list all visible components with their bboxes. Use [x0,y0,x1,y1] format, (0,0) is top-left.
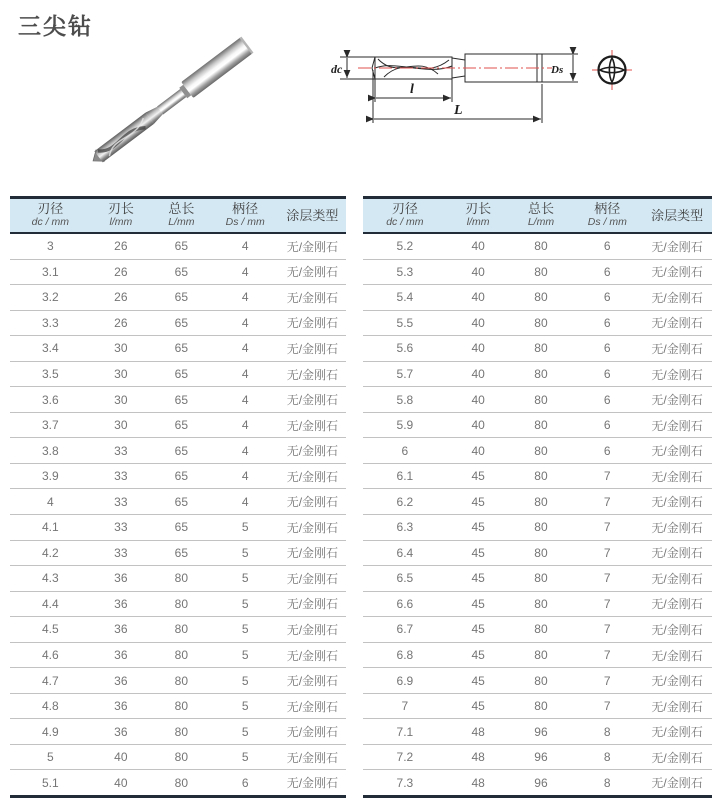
cell-l: 33 [91,540,151,566]
cell-coating: 无/金刚石 [642,591,712,617]
cell-L: 65 [151,285,211,311]
cell-dc: 3.9 [10,463,91,489]
cell-dc: 6.5 [363,566,447,592]
cell-l: 40 [447,310,510,336]
cell-L: 80 [151,693,211,719]
cell-L: 96 [510,770,573,797]
cell-coating: 无/金刚石 [642,642,712,668]
cell-coating: 无/金刚石 [279,489,346,515]
cell-coating: 无/金刚石 [642,540,712,566]
cell-L: 80 [510,489,573,515]
column-header: 总长 L/mm [510,198,573,234]
cell-dc: 6.3 [363,515,447,541]
cell-coating: 无/金刚石 [286,239,339,254]
cell-L: 80 [510,285,573,311]
table-row [10,566,346,592]
cell-l: 45 [447,591,510,617]
cell-dc: 4.3 [10,566,91,592]
cell-coating: 无/金刚石 [642,668,712,694]
cell-L: 80 [151,770,211,797]
cell-dc: 6.7 [363,617,447,643]
cell-l: 48 [447,744,510,770]
cell-l: 40 [447,259,510,285]
cell-l: 40 [447,412,510,438]
cell-L: 80 [151,668,211,694]
cell-Ds: 7 [572,489,642,515]
cell-l: 30 [91,387,151,413]
table-row [10,387,346,413]
cell-L: 65 [151,412,211,438]
cell-L: 80 [510,668,573,694]
cell-dc: 5.7 [363,361,447,387]
cell-Ds: 4 [212,361,279,387]
cell-l: 40 [447,387,510,413]
table-row [10,463,346,489]
cell-L: 80 [510,387,573,413]
cell-coating: 无/金刚石 [279,668,346,694]
label-l: l [410,82,414,97]
cell-l: 33 [91,463,151,489]
cell-l: 40 [91,744,151,770]
cell-dc: 5.8 [363,387,447,413]
cell-dc: 4.8 [10,693,91,719]
table-row [363,233,712,259]
table-row [10,540,346,566]
cell-coating: 无/金刚石 [642,310,712,336]
cell-coating: 无/金刚石 [279,566,346,592]
cell-l: 40 [91,770,151,797]
cell-dc: 6 [363,438,447,464]
cell-dc: 5.5 [363,310,447,336]
header-row [363,198,712,234]
cell-L: 80 [510,566,573,592]
cell-l: 33 [91,515,151,541]
cell-coating: 无/金刚石 [642,770,712,797]
cell-L: 80 [510,642,573,668]
cell-coating: 无/金刚石 [642,489,712,515]
cell-coating: 无/金刚石 [279,336,346,362]
cell-l: 30 [91,412,151,438]
cell-dc: 5.9 [363,412,447,438]
cell-L: 80 [510,463,573,489]
page-title: 三尖钻 [18,13,93,39]
column-header: 刃径 dc / mm [10,198,91,234]
cell-coating: 无/金刚石 [279,285,346,311]
cell-l: 26 [91,259,151,285]
cell-Ds: 8 [572,744,642,770]
spec-table-right [363,196,712,798]
table-row [10,233,346,259]
table-row [10,412,346,438]
cell-coating: 无/金刚石 [642,361,712,387]
cell-coating: 无/金刚石 [279,617,346,643]
cell-l: 26 [91,310,151,336]
cell-l: 40 [447,438,510,464]
cell-l: 26 [114,239,128,254]
cell-L: 65 [151,515,211,541]
cell-Ds: 4 [212,336,279,362]
cell-dc: 4 [10,489,91,515]
cell-L: 80 [510,412,573,438]
cell-Ds: 5 [212,693,279,719]
table-row [363,515,712,541]
cell-dc: 3.6 [10,387,91,413]
table-row [10,693,346,719]
cell-Ds: 4 [212,259,279,285]
cell-coating: 无/金刚石 [642,617,712,643]
cell-L: 65 [151,259,211,285]
label-Ds: Ds [551,64,564,76]
cell-dc: 7.1 [363,719,447,745]
cell-L: 65 [151,540,211,566]
column-header: 总长 L/mm [151,198,211,234]
cell-dc: 3.5 [10,361,91,387]
table-row [10,310,346,336]
cell-l: 48 [447,719,510,745]
cell-L: 65 [151,310,211,336]
cell-L: 80 [151,566,211,592]
cell-Ds: 5 [212,515,279,541]
cell-L: 80 [510,336,573,362]
cell-coating: 无/金刚石 [279,719,346,745]
cell-coating: 无/金刚石 [651,239,703,254]
column-header: 柄径 Ds / mm [572,198,642,234]
drill-photo-image [68,28,278,183]
drill-photo [68,28,278,183]
cell-dc: 5.1 [10,770,91,797]
cell-dc: 5.2 [396,239,414,254]
cell-l: 26 [91,285,151,311]
cell-L: 80 [510,591,573,617]
table-row [363,387,712,413]
end-view-icon [592,50,632,90]
cell-dc: 4.9 [10,719,91,745]
cell-Ds: 8 [572,770,642,797]
cell-dc: 5 [10,744,91,770]
cell-l: 36 [91,668,151,694]
spec-table-left [10,196,346,798]
table-row [10,744,346,770]
cell-coating: 无/金刚石 [642,285,712,311]
table-row [10,489,346,515]
cell-dc: 6.1 [363,463,447,489]
table-row [10,642,346,668]
cell-Ds: 8 [572,719,642,745]
cell-L: 65 [151,489,211,515]
cell-dc: 3.4 [10,336,91,362]
cell-l: 45 [447,540,510,566]
cell-coating: 无/金刚石 [279,770,346,797]
cell-Ds: 5 [212,540,279,566]
cell-dc: 4.5 [10,617,91,643]
cell-Ds: 7 [572,515,642,541]
cell-Ds: 6 [572,361,642,387]
cell-Ds: 7 [572,693,642,719]
cell-Ds: 6 [572,259,642,285]
cell-l: 40 [447,361,510,387]
cell-Ds: 4 [212,387,279,413]
cell-coating: 无/金刚石 [642,566,712,592]
cell-Ds: 4 [212,489,279,515]
cell-Ds: 4 [212,463,279,489]
cell-Ds: 5 [212,719,279,745]
spec-tables [10,196,712,798]
table-row [363,259,712,285]
label-dc: dc [331,62,343,76]
cell-L: 80 [510,515,573,541]
cell-coating: 无/金刚石 [279,463,346,489]
column-header: 刃长 l/mm [447,198,510,234]
cell-l: 40 [471,239,485,254]
cell-Ds: 7 [572,668,642,694]
cell-Ds: 7 [572,463,642,489]
cell-l: 45 [447,642,510,668]
table-row [363,591,712,617]
cell-coating: 无/金刚石 [279,642,346,668]
cell-L: 80 [151,642,211,668]
cell-L: 80 [151,744,211,770]
column-header: 涂层类型 [279,198,346,234]
cell-L: 80 [510,361,573,387]
cell-Ds: 6 [572,387,642,413]
cell-Ds: 6 [603,239,611,254]
cell-l: 33 [91,489,151,515]
table-row [10,361,346,387]
cell-Ds: 6 [212,770,279,797]
cell-dc: 7 [363,693,447,719]
cell-Ds: 4 [212,412,279,438]
cell-dc: 6.6 [363,591,447,617]
cell-Ds: 6 [572,285,642,311]
cell-Ds: 4 [212,438,279,464]
cell-l: 45 [447,515,510,541]
cell-dc: 3.2 [10,285,91,311]
cell-Ds: 7 [572,540,642,566]
cell-dc: 4.4 [10,591,91,617]
table-row [363,412,712,438]
cell-dc: 4.7 [10,668,91,694]
table-row [363,361,712,387]
table-row [363,719,712,745]
drill-dimension-drawing [328,40,720,165]
cell-l: 36 [91,693,151,719]
cell-coating: 无/金刚石 [279,259,346,285]
table-row [10,591,346,617]
cell-coating: 无/金刚石 [279,540,346,566]
cell-L: 80 [510,617,573,643]
cell-coating: 无/金刚石 [642,744,712,770]
cell-dc: 5.4 [363,285,447,311]
cell-coating: 无/金刚石 [642,387,712,413]
column-header: 刃径 dc / mm [363,198,447,234]
cell-Ds: 7 [572,566,642,592]
cell-coating: 无/金刚石 [642,515,712,541]
cell-l: 40 [447,285,510,311]
cell-coating: 无/金刚石 [279,387,346,413]
cell-Ds: 5 [212,566,279,592]
cell-l: 36 [91,719,151,745]
cell-dc: 6.9 [363,668,447,694]
cell-l: 30 [91,361,151,387]
cell-l: 45 [447,463,510,489]
cell-L: 80 [510,259,573,285]
cell-Ds: 7 [572,617,642,643]
cell-coating: 无/金刚石 [279,693,346,719]
cell-coating: 无/金刚石 [642,259,712,285]
cell-L: 65 [151,336,211,362]
cell-dc: 6.2 [363,489,447,515]
table-row [10,668,346,694]
cell-coating: 无/金刚石 [279,515,346,541]
cell-dc: 6.4 [363,540,447,566]
cell-l: 36 [91,617,151,643]
cell-l: 33 [91,438,151,464]
cell-coating: 无/金刚石 [642,693,712,719]
cell-L: 80 [510,540,573,566]
cell-Ds: 6 [572,336,642,362]
cell-l: 36 [91,591,151,617]
table-row [363,336,712,362]
cell-Ds: 5 [212,642,279,668]
cell-L: 96 [510,719,573,745]
cell-coating: 无/金刚石 [279,310,346,336]
cell-l: 45 [447,668,510,694]
cell-coating: 无/金刚石 [279,412,346,438]
cell-L: 80 [534,239,548,254]
cell-dc: 4.6 [10,642,91,668]
cell-dc: 6.8 [363,642,447,668]
cell-dc: 5.3 [363,259,447,285]
cell-l: 45 [447,489,510,515]
cell-Ds: 6 [572,412,642,438]
cell-L: 65 [151,463,211,489]
cell-Ds: 4 [241,239,249,254]
cell-dc: 3.1 [10,259,91,285]
table-row [363,693,712,719]
cell-l: 30 [91,336,151,362]
cell-l: 45 [447,617,510,643]
cell-Ds: 7 [572,591,642,617]
cell-Ds: 5 [212,668,279,694]
cell-coating: 无/金刚石 [642,719,712,745]
cell-dc: 4.1 [10,515,91,541]
table-row [363,617,712,643]
dimension-diagram [328,40,720,165]
label-L: L [454,103,463,118]
cell-dc: 4.2 [10,540,91,566]
cell-coating: 无/金刚石 [642,463,712,489]
cell-l: 45 [447,566,510,592]
cell-Ds: 5 [212,617,279,643]
cell-coating: 无/金刚石 [279,438,346,464]
cell-coating: 无/金刚石 [279,361,346,387]
cell-l: 36 [91,642,151,668]
cell-dc: 3.7 [10,412,91,438]
table-row [363,310,712,336]
table-row [10,438,346,464]
cell-coating: 无/金刚石 [642,336,712,362]
table-row [363,489,712,515]
table-row [363,463,712,489]
table-row [10,259,346,285]
cell-L: 80 [151,719,211,745]
cell-Ds: 5 [212,591,279,617]
cell-coating: 无/金刚石 [642,412,712,438]
table-row [363,744,712,770]
column-header: 刃长 l/mm [91,198,151,234]
cell-L: 80 [510,310,573,336]
cell-l: 45 [447,693,510,719]
cell-coating: 无/金刚石 [279,744,346,770]
cell-L: 65 [151,361,211,387]
cell-Ds: 4 [212,285,279,311]
table-row [363,642,712,668]
table-row [363,285,712,311]
cell-dc: 3.3 [10,310,91,336]
cell-Ds: 5 [212,744,279,770]
cell-Ds: 4 [212,310,279,336]
cell-dc: 7.2 [363,744,447,770]
cell-L: 80 [510,693,573,719]
cell-Ds: 6 [572,310,642,336]
cell-Ds: 6 [572,438,642,464]
cell-L: 65 [151,387,211,413]
table-row [363,438,712,464]
cell-dc: 7.3 [363,770,447,797]
cell-dc: 5.6 [363,336,447,362]
cell-L: 80 [151,617,211,643]
column-header: 涂层类型 [642,198,712,234]
column-header: 柄径 Ds / mm [212,198,279,234]
cell-L: 80 [510,438,573,464]
cell-l: 40 [447,336,510,362]
cell-dc: 3.8 [10,438,91,464]
cell-coating: 无/金刚石 [642,438,712,464]
table-row [10,617,346,643]
table-row [363,566,712,592]
cell-L: 80 [151,591,211,617]
header-row [10,198,346,234]
table-row [10,285,346,311]
table-row [363,668,712,694]
table-row [10,719,346,745]
cell-L: 96 [510,744,573,770]
table-row [10,336,346,362]
table-row [10,515,346,541]
cell-coating: 无/金刚石 [279,591,346,617]
cell-l: 36 [91,566,151,592]
cell-l: 48 [447,770,510,797]
cell-dc: 3 [46,239,54,254]
cell-L: 65 [151,438,211,464]
table-row [363,540,712,566]
cell-Ds: 7 [572,642,642,668]
cell-L: 65 [174,239,188,254]
